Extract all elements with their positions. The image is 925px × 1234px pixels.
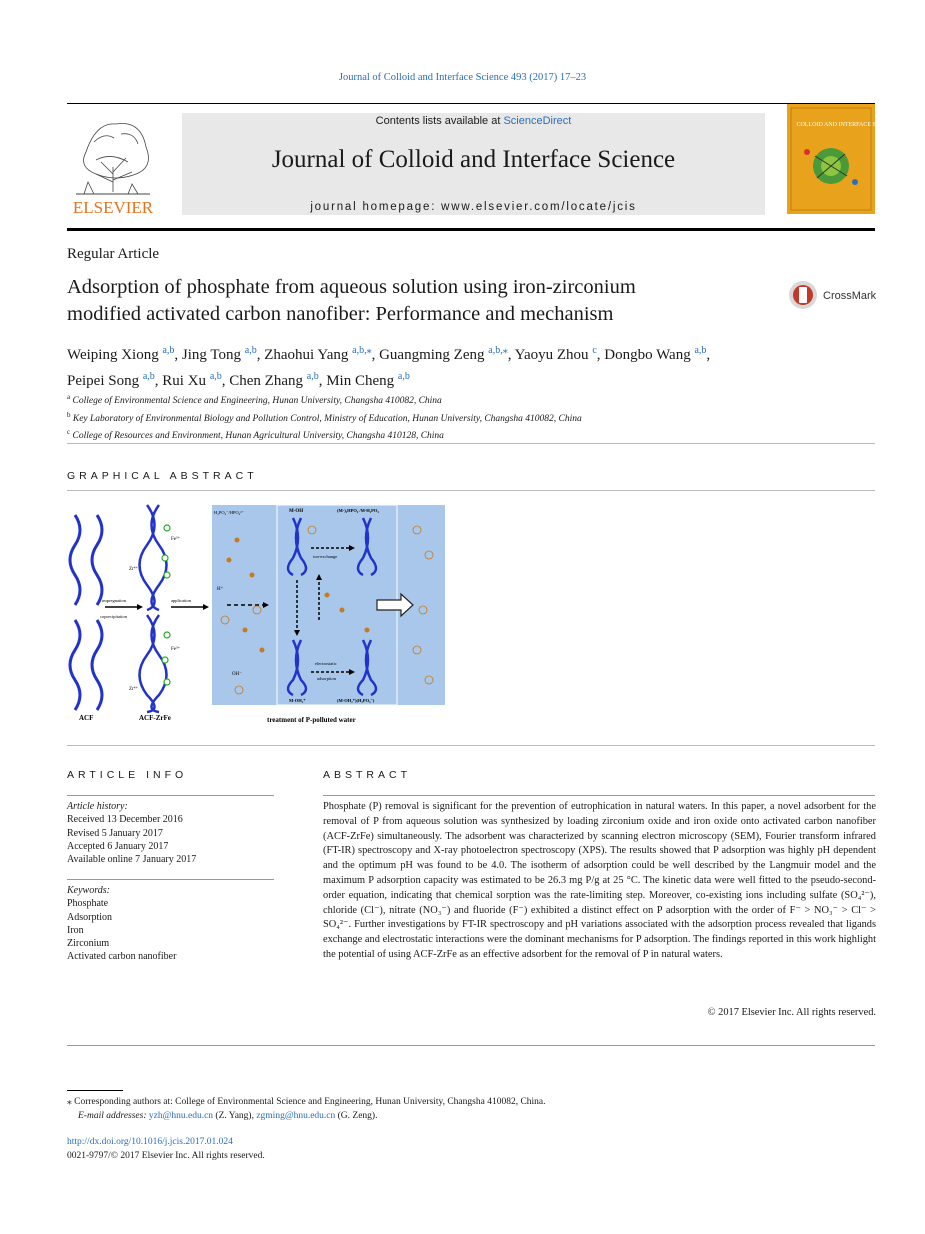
journal-reference[interactable]: Journal of Colloid and Interface Science 493 (2017) 17–23	[338, 72, 587, 83]
article-type: Regular Article	[67, 246, 160, 262]
keyword: Iron	[67, 924, 84, 936]
author: Min Cheng $^{a,b}$	[326, 371, 410, 389]
email-label: E-mail addresses:	[78, 1111, 149, 1121]
email-link[interactable]: yzh@hnu.edu.cn	[148, 1111, 214, 1121]
sciencedirect-link[interactable]: ScienceDirect	[503, 115, 572, 127]
author: Jing Tong $^{a,b}$,	[181, 345, 265, 363]
email-owner: (G. Zeng).	[335, 1111, 378, 1121]
issn-copyright: 0021-9797/© 2017 Elsevier Inc. All rights reserved.	[67, 1151, 265, 1161]
history-title: Article history:	[67, 801, 128, 812]
header-top-rule	[67, 103, 875, 104]
divider	[67, 490, 875, 491]
footnote-rule	[67, 1090, 123, 1091]
author: Peipei Song $^{a,b}$,	[67, 371, 163, 389]
author: Zhaohui Yang $^{a,b,⁎}$,	[264, 345, 380, 363]
divider	[67, 443, 875, 444]
author: Guangming Zeng $^{a,b,⁎}$,	[379, 345, 515, 363]
crossmark-label: CrossMark	[823, 290, 877, 302]
label-oh-minus: OH⁻	[232, 672, 242, 677]
label-m-oh2-complex: (M-OH₂⁺)(H₂PO₄⁻)	[337, 698, 375, 703]
author: Yaoyu Zhou $^c$,	[514, 345, 605, 363]
affiliation: $^c$ College of Resources and Environment, Hunan Agricultural University, Changsha 410128, China	[67, 428, 444, 442]
graphical-abstract-heading: GRAPHICAL ABSTRACT	[67, 470, 258, 482]
elsevier-logo	[66, 112, 160, 216]
label-fe: Fe³⁺	[171, 537, 181, 542]
contents-prefix: Contents lists available at	[375, 115, 504, 127]
affiliations	[67, 391, 875, 444]
label-acf: ACF	[79, 714, 94, 722]
title-line-2: modified activated carbon nanofiber: Performance and mechanism	[67, 303, 614, 325]
corresponding-authors: ⁎ Corresponding authors at: College of Environmental Science and Engineering, Hunan University, Changsha 410082, China.	[67, 1097, 546, 1107]
label-zr: Zr⁴⁺	[129, 567, 139, 572]
doi-link[interactable]: http://dx.doi.org/10.1016/j.jcis.2017.01.024	[67, 1137, 233, 1147]
title-line-1: Adsorption of phosphate from aqueous solution using iron-zirconium	[67, 276, 636, 298]
email-line	[67, 1109, 875, 1123]
article-history	[67, 800, 277, 866]
author: Chen Zhang $^{a,b}$,	[229, 371, 327, 389]
history-item: Available online 7 January 2017	[67, 854, 197, 866]
affiliation: $^b$ Key Laboratory of Environmental Biology and Pollution Control, Ministry of Education, Hunan University, Changsha 410082, China	[67, 410, 582, 424]
abstract-copyright: © 2017 Elsevier Inc. All rights reserved.	[707, 1007, 876, 1018]
journal-homepage[interactable]: journal homepage: www.elsevier.com/locate/jcis	[310, 201, 637, 213]
author-list	[67, 340, 887, 392]
history-item: Received 13 December 2016	[67, 814, 183, 826]
divider	[67, 795, 274, 796]
label-ion-exchange: ion-exchange	[313, 554, 338, 559]
affiliation: $^a$ College of Environmental Science and Engineering, Hunan University, Changsha 410082, China	[67, 393, 442, 407]
crossmark-badge[interactable]	[788, 280, 878, 310]
divider	[67, 745, 875, 746]
abstract-text: Phosphate (P) removal is significant for the prevention of eutrophication in natural waters. In this paper, a novel adsorbent for the removal of P from aqueous solution was synthesized by loading zirconium oxide and iron oxide onto activated carbon nanofiber (ACF-ZrFe) simultaneously. The adsorbent was characterized by scanning electron microscopy (SEM), Fourier transform infrared (FT-IR) spectroscopy and X-ray photoelectron spectroscopy (XPS). The results showed that P adsorption was highly pH dependent and the optimum pH was found to be 4.0. The isotherm of adsorption could be well described by the Langmuir model and the maximum P adsorption capacity was estimated to be 26.3 mg P/g at 25 °C. The kinetic data were well fitted to the pseudo-second-order equation, indicating that chemical sorption was the rate-limiting step. Moreover, co-existing ions including sulfate (SO₄²⁻), chloride (Cl⁻), nitrate (NO₃⁻) and fluoride (F⁻) exhibited a distinct effect on P adsorption with the order of F⁻ > NO₃⁻ > Cl⁻ > SO₄²⁻. Further investigations by FT-IR spectroscopy and pH variations associated with the adsorption process revealed that ligands exchange and electrostatic interactions were the dominant mechanisms for P adsorption. The findings reported in this work highlight the potential of using ACF-ZrFe as an effective adsorbent for the removal of P in natural waters.	[323, 801, 876, 960]
label-phosphate: H₂PO₄⁻/HPO₄²⁻	[214, 510, 245, 515]
graphical-abstract-figure	[67, 500, 447, 725]
author: Rui Xu $^{a,b}$,	[162, 371, 230, 389]
email-link[interactable]: zgming@hnu.edu.cn	[256, 1111, 336, 1121]
label-impregnation: impregnation	[102, 598, 126, 603]
label-m-oh: M-OH	[289, 509, 304, 514]
abstract-heading: ABSTRACT	[323, 769, 412, 781]
header-bottom-rule	[67, 228, 875, 231]
article-info-heading: ARTICLE INFO	[67, 769, 188, 781]
label-treatment: treatment of P-polluted water	[267, 716, 356, 724]
author: Dongbo Wang $^{a,b}$,	[604, 345, 711, 363]
history-item: Accepted 6 January 2017	[67, 840, 169, 852]
label-electrostatic: electrostatic	[315, 661, 337, 666]
article-title	[67, 274, 767, 328]
label-fe: Fe³⁺	[171, 647, 181, 652]
keywords-title: Keywords:	[67, 885, 110, 896]
author: Weiping Xiong $^{a,b}$,	[67, 345, 182, 363]
label-zr: Zr⁴⁺	[129, 687, 139, 692]
label-m-oh2: M-OH₂⁺	[289, 698, 306, 703]
contents-line	[182, 115, 765, 127]
label-adsorption: adsorption	[317, 676, 336, 681]
journal-title: Journal of Colloid and Interface Science	[271, 146, 676, 173]
label-h-plus: H⁺	[217, 587, 224, 592]
label-acf-zrfe: ACF-ZrFe	[139, 714, 171, 722]
label-coprecipitation: coprecipitation	[100, 614, 127, 619]
divider	[323, 795, 875, 796]
elsevier-wordmark: ELSEVIER	[72, 198, 154, 217]
corresponding-footnote	[67, 1095, 875, 1123]
divider	[67, 1045, 875, 1046]
keyword: Phosphate	[67, 898, 109, 910]
email-owner: (Z. Yang),	[213, 1111, 257, 1121]
cover-title: COLLOID AND INTERFACE SCIENCE	[796, 122, 898, 128]
keywords	[67, 884, 277, 964]
keyword: Adsorption	[67, 911, 112, 923]
journal-cover	[787, 104, 898, 214]
keyword: Activated carbon nanofiber	[67, 951, 177, 963]
label-application: application	[171, 598, 191, 603]
keyword: Zirconium	[67, 938, 110, 950]
history-item: Revised 5 January 2017	[67, 827, 163, 839]
divider	[67, 879, 274, 880]
label-m-complex: (M-)₂HPO₄ /M-H₂PO₄	[337, 508, 379, 513]
